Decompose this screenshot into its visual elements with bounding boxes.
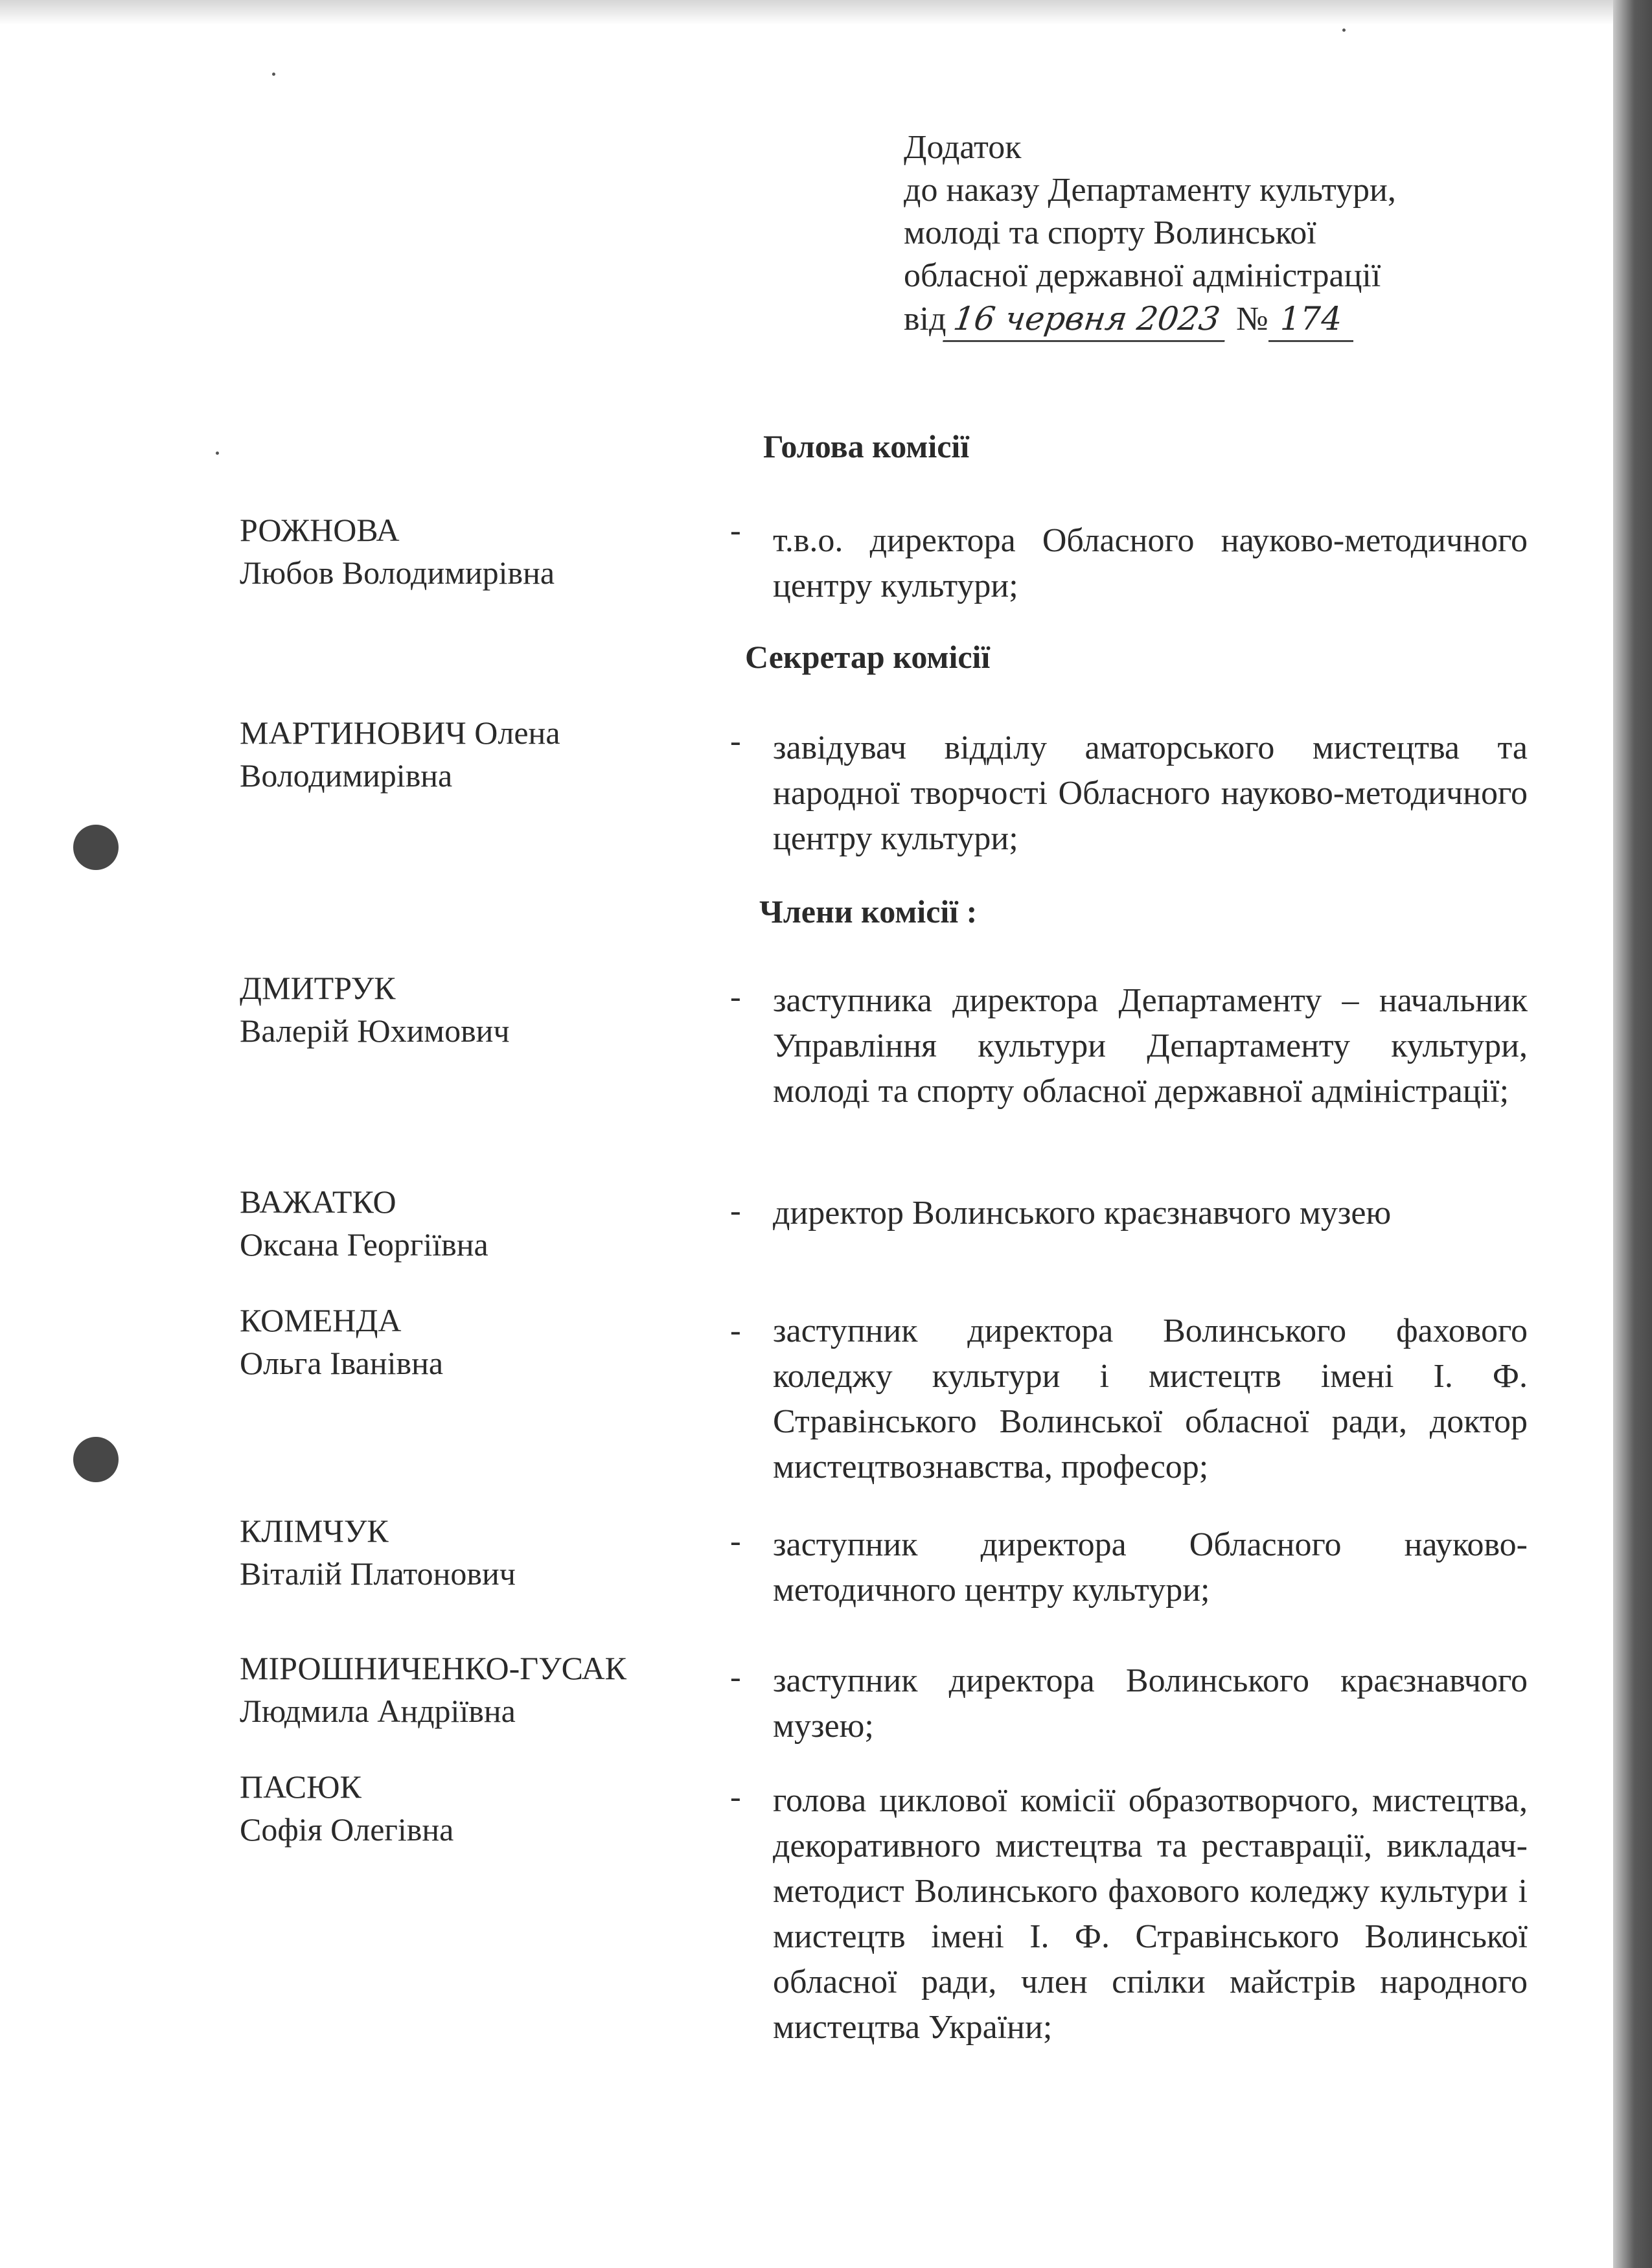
- member-given-name: Володимирівна: [240, 757, 453, 794]
- handwritten-date: 16 червня 2023: [943, 297, 1231, 342]
- section-heading-head: Голова комісії: [763, 428, 970, 464]
- appendix-header: [904, 126, 1487, 342]
- member-name: [240, 1299, 706, 1384]
- punch-hole-icon: [73, 825, 119, 870]
- member-given-name: Віталій Платонович: [240, 1555, 516, 1592]
- member-name: [240, 967, 706, 1052]
- role-dash: -: [730, 1778, 741, 1815]
- member-name: [240, 1180, 706, 1266]
- member-role: т.в.о. директора Обласного науково-методичного центру культури;: [773, 522, 1528, 604]
- member-surname: МІРОШНИЧЕНКО-ГУСАК: [240, 1650, 626, 1686]
- date-prefix: від: [904, 301, 946, 338]
- section-heading-members: Члени комісії :: [759, 893, 978, 930]
- member-role: заступник директора Волинського краєзнавчого музею;: [773, 1662, 1528, 1745]
- role-dash: -: [730, 722, 741, 759]
- member-role: голова циклової комісії образотворчого, мистецтва, декоративного мистецтва та реставрації, викладач-методист Волинського фахового коледжу культури і мистецтв імені І. Ф. Стравінського Волинської обласної ради, член спілки майстрів народного мистецтва України;: [773, 1782, 1528, 2046]
- member-given-name: Валерій Юхимович: [240, 1013, 510, 1049]
- role-dash: -: [730, 1658, 741, 1695]
- role-dash: -: [730, 1312, 741, 1348]
- member-given-name: Ольга Іванівна: [240, 1345, 444, 1381]
- section-heading-secretary: Секретар комісії: [745, 639, 991, 675]
- role-dash: -: [730, 1522, 741, 1559]
- scan-speck: [216, 452, 219, 455]
- member-role: заступник директора Обласного науково-методичного центру культури;: [773, 1526, 1528, 1609]
- member-given-name: Софія Олегівна: [240, 1811, 454, 1848]
- member-role: завідувач відділу аматорського мистецтва та народної творчості Обласного науково-методичного центру культури;: [773, 729, 1528, 857]
- member-role: директор Волинського краєзнавчого музею: [773, 1195, 1392, 1231]
- appendix-line: молоді та спорту Волинської: [904, 214, 1316, 251]
- appendix-line: обласної державної адміністрації: [904, 257, 1381, 294]
- member-surname: ДМИТРУК: [240, 970, 396, 1006]
- punch-hole-icon: [73, 1437, 119, 1482]
- scan-speck: [272, 73, 275, 76]
- member-name: [240, 1647, 706, 1732]
- number-prefix: №: [1235, 301, 1268, 338]
- member-given-name: Людмила Андріївна: [240, 1693, 516, 1729]
- member-surname: РОЖНОВА: [240, 512, 400, 548]
- handwritten-number: 174: [1268, 297, 1353, 342]
- scan-top-edge: [0, 0, 1652, 25]
- member-name: [240, 711, 706, 797]
- member-surname: ПАСЮК: [240, 1769, 361, 1805]
- member-role: заступника директора Департаменту – начальник Управління культури Департаменту культури, молоді та спорту обласної державної адміністрації;: [773, 982, 1528, 1110]
- member-name: [240, 1509, 706, 1595]
- member-surname: МАРТИНОВИЧ Олена: [240, 715, 560, 751]
- scan-right-edge: [1613, 0, 1652, 2268]
- member-given-name: Любов Володимирівна: [240, 555, 555, 591]
- role-dash: -: [730, 978, 741, 1014]
- member-name: [240, 1765, 706, 1851]
- member-surname: КОМЕНДА: [240, 1302, 402, 1338]
- member-name: [240, 509, 706, 594]
- member-surname: КЛІМЧУК: [240, 1513, 389, 1549]
- member-role: заступник директора Волинського фахового коледжу культури і мистецтв імені І. Ф. Стравінського Волинської обласної ради, доктор мистецтвознавства, професор;: [773, 1312, 1528, 1485]
- role-dash: -: [730, 512, 741, 548]
- appendix-line: до наказу Департаменту культури,: [904, 172, 1396, 209]
- member-surname: ВАЖАТКО: [240, 1184, 396, 1220]
- appendix-title: Додаток: [904, 129, 1022, 166]
- role-dash: -: [730, 1192, 741, 1228]
- member-given-name: Оксана Георгіївна: [240, 1226, 488, 1263]
- appendix-date-line: [904, 297, 1487, 342]
- scan-speck: [1342, 29, 1346, 32]
